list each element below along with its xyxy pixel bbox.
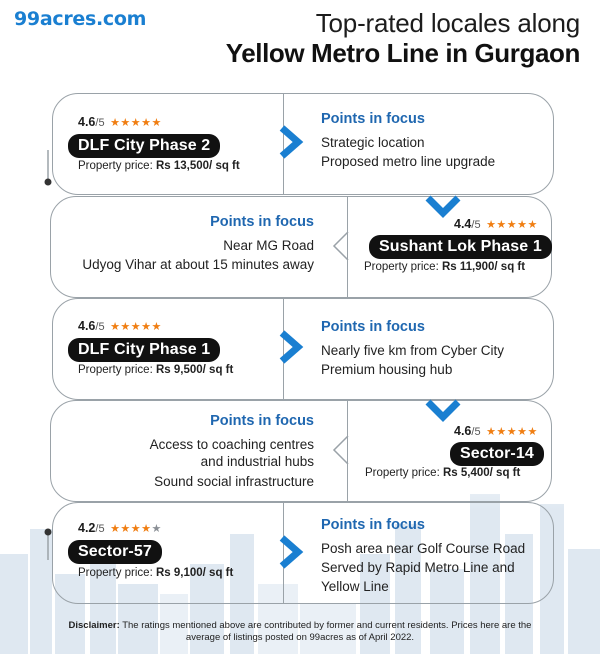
rating-suffix: /5 [471, 219, 481, 231]
star-rating-icon: ★★★★★ [110, 117, 162, 129]
point-item: Served by Rapid Metro Line and [321, 560, 515, 575]
chevron-right-icon [276, 125, 304, 159]
price-value: Rs 9,500/ sq ft [155, 364, 234, 376]
rating-value: 4.6 [454, 424, 472, 438]
rating-label [78, 115, 162, 129]
star-rating-icon: ★★★★★ [110, 523, 162, 535]
points-heading: Points in focus [321, 319, 425, 335]
property-price [365, 467, 520, 479]
point-item: Near MG Road [223, 238, 314, 253]
price-value: Rs 9,100/ sq ft [155, 567, 234, 579]
chevron-down-icon [425, 398, 461, 422]
disclaimer-label: Disclaimer: [68, 620, 120, 631]
point-item: Posh area near Golf Course Road [321, 541, 526, 556]
points-in-focus [321, 319, 504, 379]
locale-name-pill: DLF City Phase 1 [68, 338, 220, 362]
points-heading: Points in focus [321, 517, 425, 533]
star-rating-icon: ★★★★★ [486, 219, 538, 231]
chevron-right-icon [276, 535, 304, 569]
point-item: Nearly five km from Cyber City [321, 343, 505, 358]
point-item: and industrial hubs [200, 454, 314, 469]
page-title-line1: Top-rated locales along [315, 8, 580, 38]
disclaimer [40, 620, 560, 644]
rating-value: 4.6 [78, 319, 96, 333]
rating-suffix: /5 [95, 117, 105, 129]
chevron-down-icon [425, 194, 461, 218]
locale-name-pill: Sector-14 [450, 442, 544, 466]
locale-name-pill: Sector-57 [68, 540, 162, 564]
price-label: Property price: [364, 261, 439, 273]
point-item: Sound social infrastructure [154, 474, 314, 489]
chevron-left-icon [330, 229, 352, 263]
rating-suffix: /5 [95, 523, 105, 535]
point-item: Premium housing hub [321, 362, 453, 377]
points-in-focus [321, 517, 525, 596]
point-item: Udyog Vihar at about 15 minutes away [82, 257, 314, 272]
points-in-focus [321, 111, 495, 171]
price-value: Rs 11,900/ sq ft [441, 261, 526, 273]
rating-label [454, 217, 538, 231]
locale-name-pill: Sushant Lok Phase 1 [369, 235, 552, 259]
brand-logo[interactable]: 99acres.com [14, 8, 147, 30]
page-title-line2: Yellow Metro Line in Gurgaon [225, 38, 580, 68]
rating-label [78, 521, 162, 535]
point-item: Proposed metro line upgrade [321, 154, 496, 169]
points-heading: Points in focus [321, 111, 425, 127]
price-value: Rs 5,400/ sq ft [442, 467, 521, 479]
property-price [78, 364, 233, 376]
property-price [364, 261, 525, 273]
chevron-right-icon [276, 330, 304, 364]
points-in-focus [82, 214, 314, 274]
star-rating-icon: ★★★★★ [486, 426, 538, 438]
locale-name-pill: DLF City Phase 2 [68, 134, 220, 158]
rating-label [78, 319, 162, 333]
price-label: Property price: [78, 160, 153, 172]
rating-value: 4.6 [78, 115, 96, 129]
property-price [78, 160, 240, 172]
rating-suffix: /5 [95, 321, 105, 333]
disclaimer-line1: The ratings mentioned above are contributed by former and current residents. Prices here are the [122, 620, 532, 631]
rating-value: 4.2 [78, 521, 96, 535]
star-rating-icon: ★★★★★ [110, 321, 162, 333]
point-item: Access to coaching centres [149, 437, 314, 452]
rating-suffix: /5 [471, 426, 481, 438]
points-heading: Points in focus [210, 214, 314, 230]
points-heading: Points in focus [210, 413, 314, 429]
price-label: Property price: [78, 567, 153, 579]
price-value: Rs 13,500/ sq ft [155, 160, 240, 172]
property-price [78, 567, 233, 579]
points-in-focus [150, 413, 314, 491]
rating-label [454, 424, 538, 438]
chevron-left-icon [330, 433, 352, 467]
disclaimer-line2: average of listings posted on 99acres as of April 2022. [185, 632, 415, 643]
point-item: Yellow Line [321, 579, 389, 594]
timeline-start-dot [45, 179, 52, 186]
rating-value: 4.4 [454, 217, 472, 231]
price-label: Property price: [365, 467, 440, 479]
price-label: Property price: [78, 364, 153, 376]
point-item: Strategic location [321, 135, 425, 150]
